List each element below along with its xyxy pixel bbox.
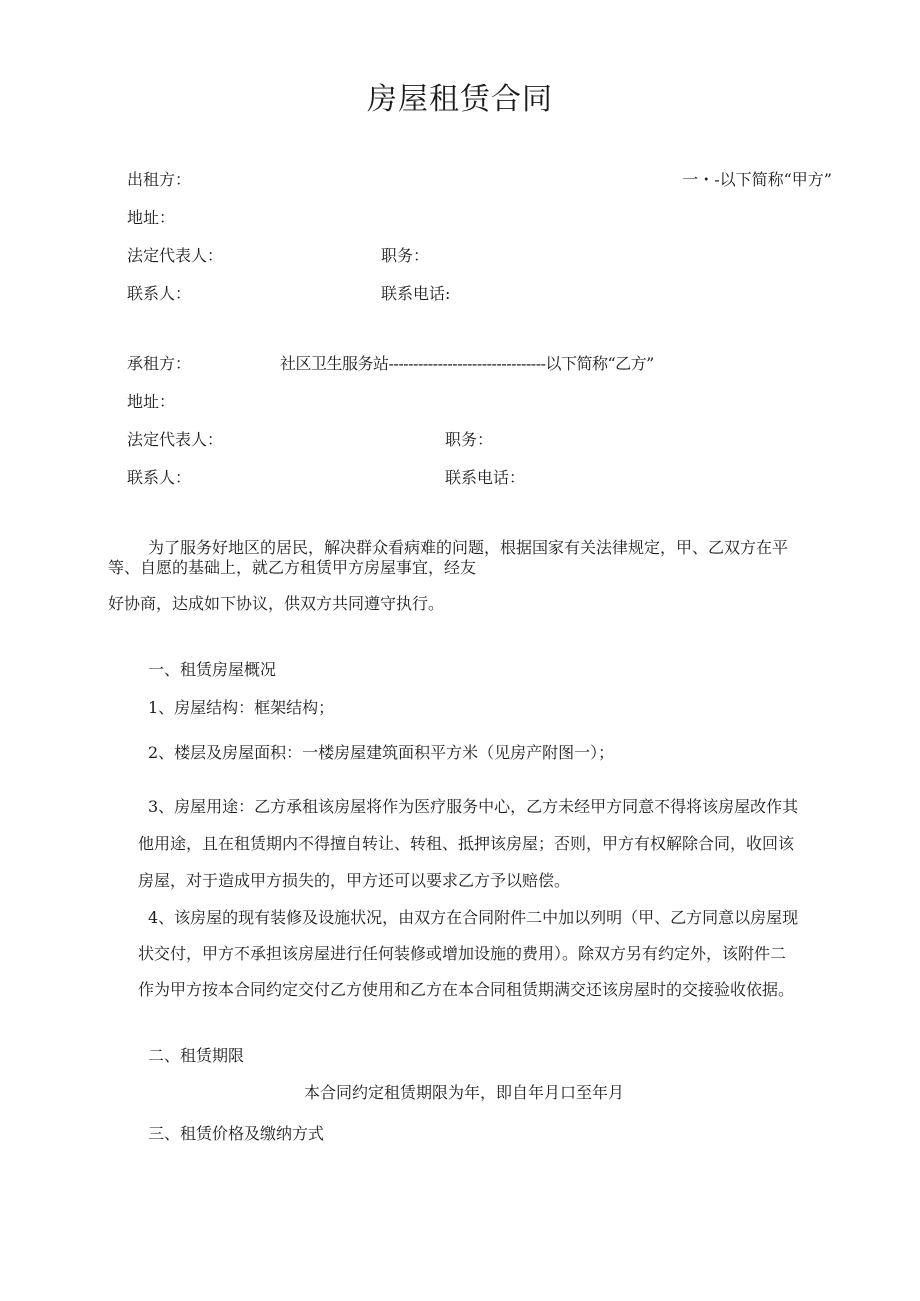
lessor-address-label: 地址： — [127, 208, 176, 227]
lessee-legal-rep-label: 法定代表人： — [127, 430, 224, 449]
lessee-position-label: 职务： — [445, 430, 494, 449]
section-1-item-3-line-3: 房屋，对于造成甲方损失的，甲方还可以要求乙方予以赔偿。 — [138, 871, 571, 890]
section-1-item-4-line-2: 状交付，甲方不承担该房屋进行任何装修或增加设施的费用）。除双方另有约定外，该附件二 — [138, 944, 787, 963]
section-1-heading: 一、租赁房屋概况 — [148, 660, 277, 679]
lessee-contact-label: 联系人： — [127, 468, 192, 487]
lessee-address-label: 地址： — [127, 392, 176, 411]
section-2-body: 本合同约定租赁期限为年，即自年月口至年月 — [304, 1083, 625, 1102]
preamble-line-2: 等、自愿的基础上，就乙方租赁甲方房屋事宜，经友 — [108, 558, 477, 577]
lessor-contact-label: 联系人： — [127, 284, 192, 303]
lessor-suffix: 一・-以下简称“甲方” — [682, 170, 832, 189]
section-3-heading: 三、租赁价格及缴纳方式 — [148, 1124, 325, 1143]
section-1-item-1: 1、房屋结构：框架结构； — [148, 698, 335, 717]
preamble-line-3: 好协商，达成如下协议，供双方共同遵守执行。 — [108, 594, 445, 613]
section-2-heading: 二、租赁期限 — [148, 1046, 245, 1065]
lessor-position-label: 职务： — [381, 246, 430, 265]
section-1-item-4-line-1: 4、该房屋的现有装修及设施状况，由双方在合同附件二中加以列明（甲、乙方同意以房屋现 — [148, 908, 799, 927]
section-1-item-4-line-3: 作为甲方按本合同约定交付乙方使用和乙方在本合同租赁期满交还该房屋时的交接验收依据。 — [138, 980, 795, 999]
lessor-phone-label: 联系电话: — [381, 284, 451, 303]
page-title: 房屋租赁合同 — [367, 82, 553, 117]
lessor-legal-rep-label: 法定代表人： — [127, 246, 224, 265]
section-1-item-3-line-2: 他用途，且在租赁期内不得擅自转让、转租、抵押该房屋；否则，甲方有权解除合同，收回该 — [138, 834, 795, 853]
preamble-line-1: 为了服务好地区的居民，解决群众看病难的问题，根据国家有关法律规定，甲、乙双方在平 — [148, 538, 789, 557]
lessee-label: 承租方： — [127, 354, 192, 373]
section-1-item-3-line-1: 3、房屋用途：乙方承租该房屋将作为医疗服务中心，乙方未经甲方同意不得将该房屋改作其 — [148, 797, 799, 816]
section-1-item-2: 2、楼层及房屋面积：一楼房屋建筑面积平方米（见房产附图一）； — [148, 743, 615, 762]
lessee-phone-label: 联系电话： — [445, 468, 526, 487]
lessor-label: 出租方： — [127, 170, 192, 189]
lessee-name-suffix: 社区卫生服务站--------------------------------以下简称“乙方” — [280, 354, 654, 373]
